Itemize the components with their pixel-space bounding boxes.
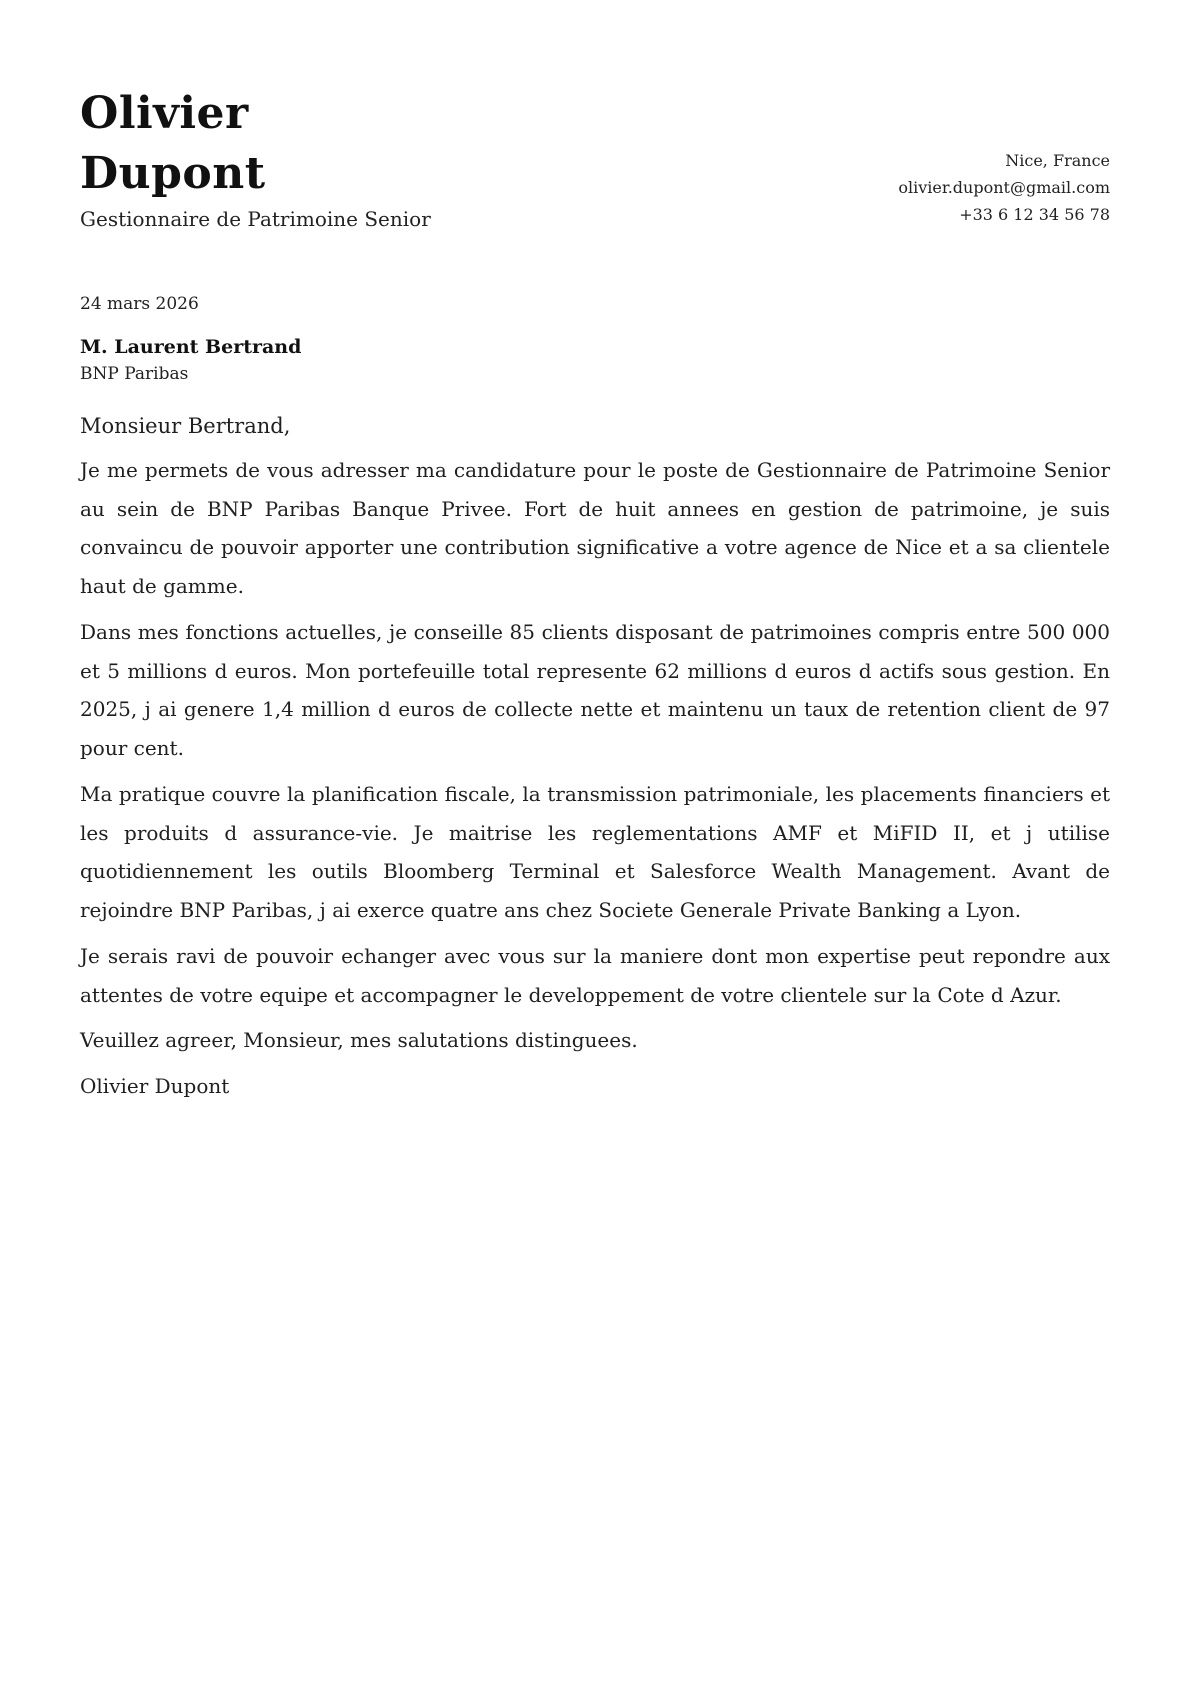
recipient-name: M. Laurent Bertrand xyxy=(80,336,302,358)
salutation: Monsieur Bertrand, xyxy=(80,414,291,438)
body-paragraph-1: Je me permets de vous adresser ma candidature pour le poste de Gestionnaire de Patrimoine Senior au sein de BNP Paribas Banque Privee. Fort de huit annees en gestion de patrimoine, je suis convaincu de pouvoir apporter une contribution significative a votre agence de Nice et a sa clientele haut de gamme. xyxy=(80,458,1110,598)
sender-job-title: Gestionnaire de Patrimoine Senior xyxy=(80,207,431,231)
sender-last-name: Dupont xyxy=(80,148,266,199)
closing-line: Veuillez agreer, Monsieur, mes salutations distinguees. xyxy=(80,1028,638,1052)
body-paragraph-2: Dans mes fonctions actuelles, je conseille 85 clients disposant de patrimoines compris entre 500 000 et 5 millions d euros. Mon portefeuille total represente 62 millions d euros d actifs sous gestion. En 2025, j ai genere 1,4 million d euros de collecte nette et maintenu un taux de retention client de 97 pour cent. xyxy=(80,620,1110,760)
signature: Olivier Dupont xyxy=(80,1073,230,1098)
sender-location: Nice, France xyxy=(1005,151,1110,170)
sender-first-name: Olivier xyxy=(80,88,249,139)
sender-email: olivier.dupont@gmail.com xyxy=(898,178,1110,197)
sender-name-block xyxy=(80,84,431,232)
sender-phone: +33 6 12 34 56 78 xyxy=(959,205,1110,224)
letter-header xyxy=(80,80,1110,232)
letter-date: 24 mars 2026 xyxy=(80,294,199,314)
recipient-company: BNP Paribas xyxy=(80,364,189,384)
letter-body xyxy=(80,451,1110,1014)
body-paragraph-3: Ma pratique couvre la planification fiscale, la transmission patrimoniale, les placements financiers et les produits d assurance-vie. Je maitrise les reglementations AMF et MiFID II, et j utilise quotidiennement les outils Bloomberg Terminal et Salesforce Wealth Management. Avant de rejoindre BNP Paribas, j ai exerce quatre ans chez Societe Generale Private Banking a Lyon. xyxy=(80,782,1110,922)
sender-contact-block xyxy=(898,147,1110,232)
body-paragraph-4: Je serais ravi de pouvoir echanger avec vous sur la maniere dont mon expertise peut repondre aux attentes de votre equipe et accompagner le developpement de votre clientele sur la Cote d Azur. xyxy=(80,944,1110,1007)
recipient-block xyxy=(80,333,1110,387)
